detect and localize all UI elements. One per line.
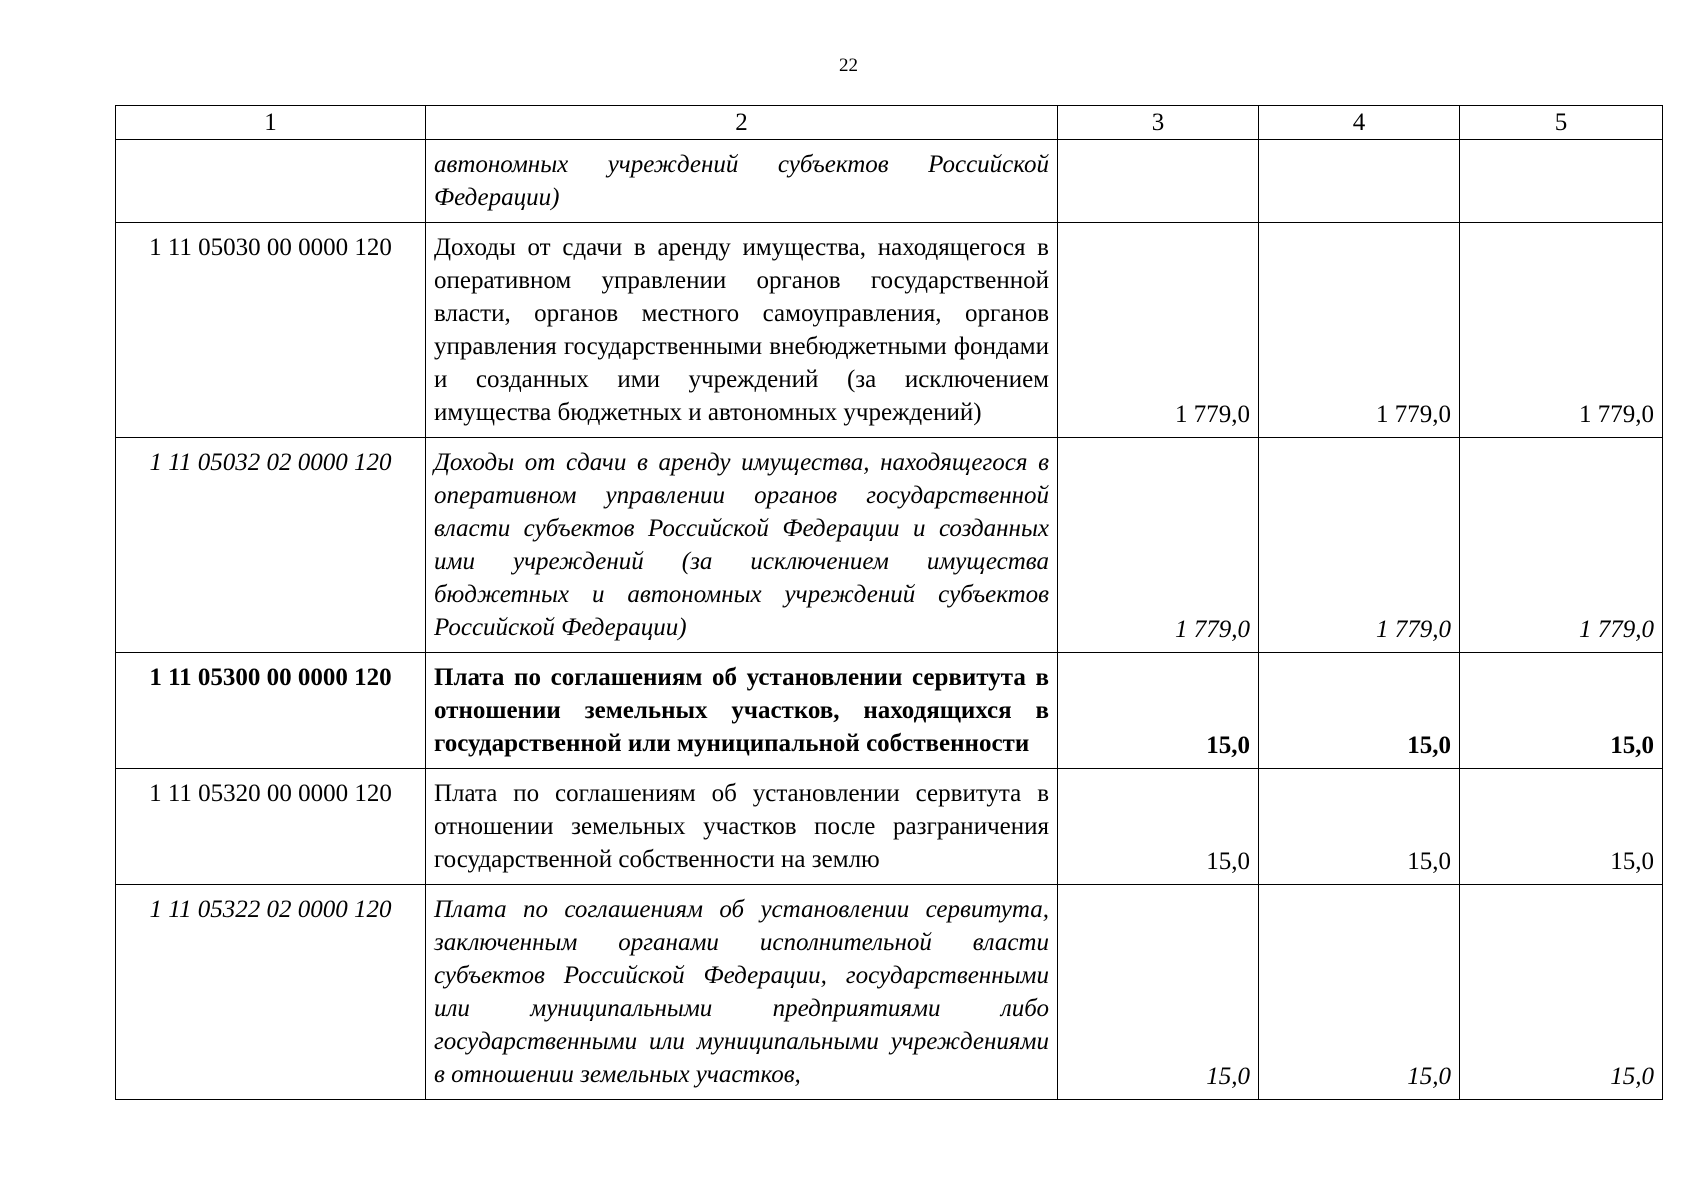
- budget-code-cell: 1 11 05032 02 0000 120: [116, 438, 426, 653]
- value-col5-cell: 15,0: [1460, 653, 1663, 769]
- column-header-2: 2: [426, 106, 1058, 140]
- value-col4-cell: [1259, 140, 1460, 223]
- value-col3-cell: 15,0: [1058, 769, 1259, 885]
- column-header-3: 3: [1058, 106, 1259, 140]
- page-number: 22: [839, 55, 858, 76]
- value-col5-cell: 1 779,0: [1460, 438, 1663, 653]
- budget-code-cell: [116, 140, 426, 223]
- table-row: [116, 885, 1663, 1100]
- income-name-cell: автономных учреждений субъектов Российской Федерации): [426, 140, 1058, 223]
- income-name-cell: Плата по соглашениям об установлении сервитута, заключенным органами исполнительной власти субъектов Российской Федерации, государственными или муниципальными предприятиями либо государственными или муниципальными учреждениями в отношении земельных участков,: [426, 885, 1058, 1100]
- income-name-cell: Доходы от сдачи в аренду имущества, находящегося в оперативном управлении органов государственной власти, органов местного самоуправления, органов управления государственными внебюджетными фондами и созданных ими учреждений (за исключением имущества бюджетных и автономных учреждений): [426, 223, 1058, 438]
- budget-code-cell: 1 11 05030 00 0000 120: [116, 223, 426, 438]
- table-row: [116, 653, 1663, 769]
- value-col5-cell: 15,0: [1460, 769, 1663, 885]
- value-col3-cell: 15,0: [1058, 653, 1259, 769]
- value-col4-cell: 15,0: [1259, 769, 1460, 885]
- table-row: [116, 140, 1663, 223]
- column-header-4: 4: [1259, 106, 1460, 140]
- value-col3-cell: [1058, 140, 1259, 223]
- value-col5-cell: 15,0: [1460, 885, 1663, 1100]
- value-col3-cell: 1 779,0: [1058, 223, 1259, 438]
- budget-code-cell: 1 11 05320 00 0000 120: [116, 769, 426, 885]
- value-col4-cell: 15,0: [1259, 653, 1460, 769]
- budget-code-cell: 1 11 05300 00 0000 120: [116, 653, 426, 769]
- value-col4-cell: 1 779,0: [1259, 223, 1460, 438]
- column-header-1: 1: [116, 106, 426, 140]
- income-name-cell: Плата по соглашениям об установлении сервитута в отношении земельных участков после разграничения государственной собственности на землю: [426, 769, 1058, 885]
- value-col4-cell: 15,0: [1259, 885, 1460, 1100]
- income-name-cell: Плата по соглашениям об установлении сервитута в отношении земельных участков, находящихся в государственной или муниципальной собственности: [426, 653, 1058, 769]
- income-name-cell: Доходы от сдачи в аренду имущества, находящегося в оперативном управлении органов государственной власти субъектов Российской Федерации и созданных ими учреждений (за исключением имущества бюджетных и автономных учреждений субъектов Российской Федерации): [426, 438, 1058, 653]
- table-row: [116, 223, 1663, 438]
- table-header-row: [116, 106, 1663, 140]
- value-col3-cell: 1 779,0: [1058, 438, 1259, 653]
- table-row: [116, 769, 1663, 885]
- column-header-5: 5: [1460, 106, 1663, 140]
- value-col4-cell: 1 779,0: [1259, 438, 1460, 653]
- budget-code-cell: 1 11 05322 02 0000 120: [116, 885, 426, 1100]
- table-row: [116, 438, 1663, 653]
- value-col5-cell: 1 779,0: [1460, 223, 1663, 438]
- budget-table: [115, 105, 1663, 1100]
- value-col3-cell: 15,0: [1058, 885, 1259, 1100]
- value-col5-cell: [1460, 140, 1663, 223]
